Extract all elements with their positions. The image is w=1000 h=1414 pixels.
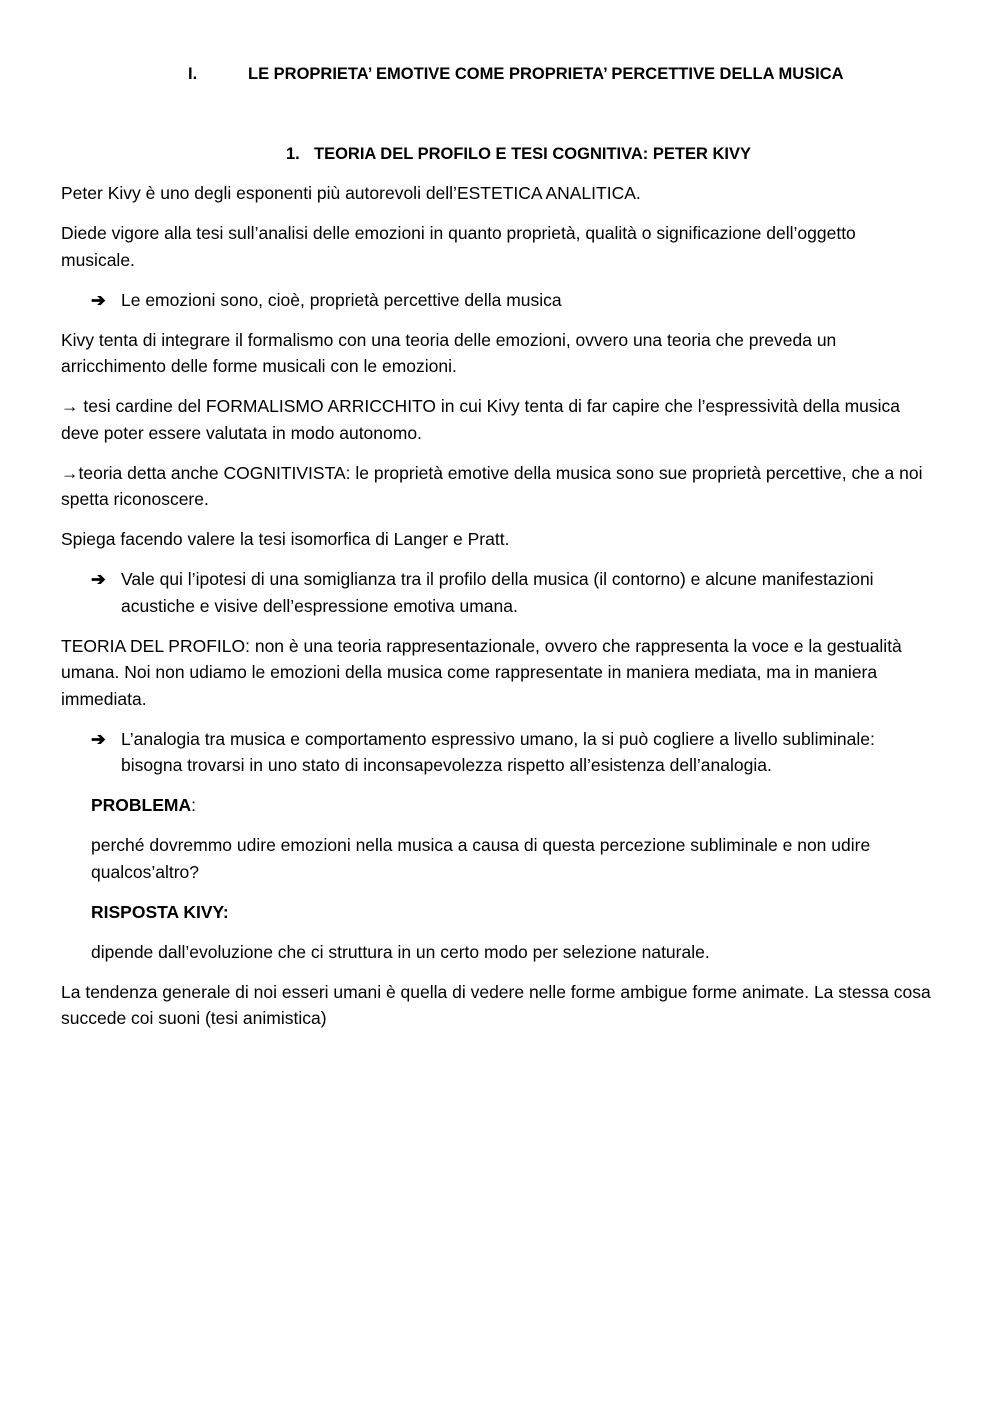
bullet-text: Le emozioni sono, cioè, proprietà percettive della musica <box>121 289 562 310</box>
bullet-item <box>61 566 933 619</box>
bullet-text: L’analogia tra musica e comportamento espressivo umano, la si può cogliere a livello subliminale: bisogna trovarsi in uno stato di inconsapevolezza rispetto all’esistenza dell’analogia. <box>121 728 875 775</box>
paragraph-arrow <box>61 393 933 446</box>
problem-heading <box>61 792 933 819</box>
arrow-right-icon: ➔ <box>91 569 106 589</box>
arrow-right-icon: ➔ <box>91 728 106 749</box>
chapter-number: I. <box>188 65 198 83</box>
arrow-right-icon: → <box>61 462 79 483</box>
paragraph-formalism: Kivy tenta di integrare il formalismo con una teoria delle emozioni, ovvero una teoria che preveda un arricchimento delle forme musicali con le emozioni. <box>61 329 837 376</box>
bullet-text: Vale qui l’ipotesi di una somiglianza tra il profilo della musica (il contorno) e alcune manifestazioni acustiche e visive dell’espressione emotiva umana. <box>121 569 874 616</box>
paragraph-thesis: Diede vigore alla tesi sull’analisi delle emozioni in quanto proprietà, qualità o significazione dell’oggetto musicale. <box>61 223 856 270</box>
section-heading <box>286 142 751 166</box>
arrow-right-icon: → <box>61 396 79 416</box>
paragraph-text: tesi cardine del FORMALISMO ARRICCHITO in cui Kivy tenta di far capire che l’espressività della musica deve poter essere valutata in modo autonomo. <box>61 396 901 443</box>
paragraph-conclusion: La tendenza generale di noi esseri umani è quella di vedere nelle forme ambigue forme animate. La stessa cosa succede coi suoni (tesi animistica) <box>61 981 931 1028</box>
problem-colon: : <box>191 795 197 815</box>
problem-text: perché dovremmo udire emozioni nella musica a causa di questa percezione subliminale e non udire qualcos’altro? <box>91 835 871 882</box>
paragraph-arrow <box>61 460 933 513</box>
answer-heading: RISPOSTA KIVY: <box>91 901 229 922</box>
document-body <box>61 180 933 1045</box>
paragraph-intro: Peter Kivy è uno degli esponenti più autorevoli dell’ESTETICA ANALITICA. <box>61 183 641 203</box>
section-number: 1. <box>286 145 300 163</box>
problem-label: PROBLEMA <box>91 795 192 815</box>
section-title: TEORIA DEL PROFILO E TESI COGNITIVA: PETER KIVY <box>314 145 751 163</box>
chapter-heading <box>188 62 948 86</box>
paragraph-profile-theory: TEORIA DEL PROFILO: non è una teoria rappresentazionale, ovvero che rappresenta la voce e la gestualità umana. Noi non udiamo le emozioni della musica come rappresentate in maniera mediata, ma in maniera immediata. <box>61 635 902 709</box>
bullet-item <box>61 726 933 779</box>
paragraph-isomorphic: Spiega facendo valere la tesi isomorfica di Langer e Pratt. <box>61 529 510 549</box>
paragraph-text: teoria detta anche COGNITIVISTA: le proprietà emotive della musica sono sue proprietà percettive, che a noi spetta riconoscere. <box>61 462 923 509</box>
answer-text: dipende dall’evoluzione che ci struttura in un certo modo per selezione naturale. <box>91 941 710 962</box>
chapter-title: LE PROPRIETA’ EMOTIVE COME PROPRIETA’ PERCETTIVE DELLA MUSICA <box>248 65 844 83</box>
bullet-item <box>61 287 933 314</box>
arrow-right-icon: ➔ <box>91 289 106 310</box>
